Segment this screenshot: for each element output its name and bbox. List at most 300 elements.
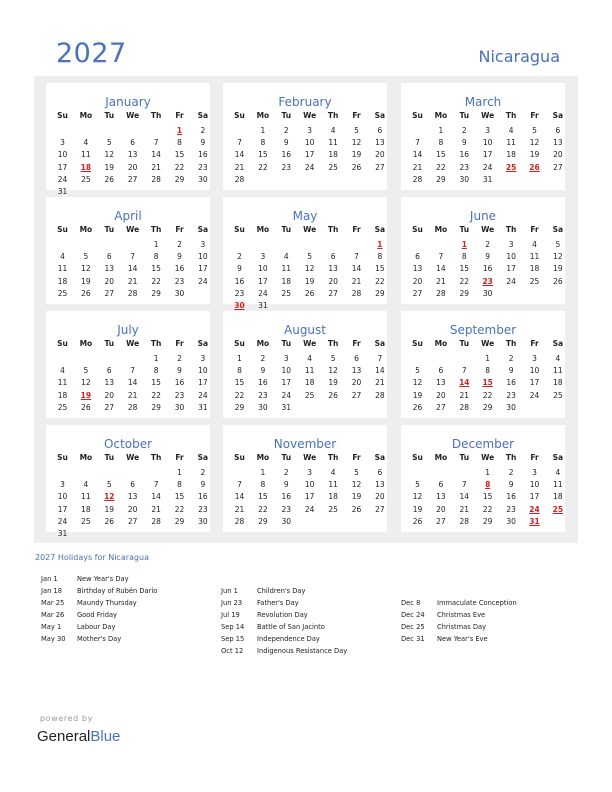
day-cell: 28 <box>127 402 138 412</box>
day-cell: 19 <box>304 276 315 286</box>
holiday-date: Mar 25 <box>41 598 65 607</box>
day-cell: 18 <box>328 150 338 160</box>
weekday-header: Th <box>505 225 517 234</box>
day-cell: 13 <box>436 378 446 388</box>
day-cell: 28 <box>234 174 245 184</box>
day-cell: 6 <box>106 366 112 376</box>
day-cell: 12 <box>412 378 423 388</box>
day-cell: 9 <box>508 480 514 490</box>
day-cell: 24 <box>258 288 268 298</box>
day-cell: 22 <box>459 276 470 286</box>
day-cell: 7 <box>237 138 242 148</box>
day-cell: 18 <box>281 276 292 286</box>
day-cell: 24 <box>482 162 493 172</box>
day-cell: 20 <box>436 504 446 514</box>
day-cell: 12 <box>529 138 540 148</box>
day-cell: 26 <box>412 402 423 412</box>
day-cell: 22 <box>482 504 493 514</box>
day-cell: 25 <box>281 288 292 298</box>
holiday-date: Jan 1 <box>41 575 58 583</box>
day-cell: 20 <box>412 276 423 286</box>
day-cell: 21 <box>459 390 470 400</box>
day-cell: 19 <box>104 162 115 172</box>
month-name: September <box>449 323 517 337</box>
day-cell: 5 <box>555 240 561 249</box>
day-cell: 21 <box>234 162 245 172</box>
day-cell: 17 <box>198 264 208 274</box>
day-cell: 5 <box>106 138 112 148</box>
month-march <box>401 83 565 190</box>
day-cell: 9 <box>283 480 289 490</box>
day-cell: 17 <box>198 378 208 388</box>
day-cell: 21 <box>151 162 161 172</box>
day-cell: 13 <box>351 366 362 376</box>
day-cell: 30 <box>198 174 208 184</box>
day-cell: 27 <box>375 504 385 514</box>
holiday-date: Mar 26 <box>41 610 65 619</box>
weekday-header: Mo <box>79 453 93 462</box>
holiday-date: Jun 1 <box>221 587 238 595</box>
weekday-header: Su <box>234 111 245 120</box>
day-cell: 23 <box>281 504 292 514</box>
day-cell: 8 <box>461 252 467 262</box>
day-cell: 21 <box>412 162 423 172</box>
day-cell: 2 <box>485 240 491 249</box>
day-cell: 7 <box>153 138 159 148</box>
holiday-name: Battle of San Jacinto <box>257 622 325 631</box>
holiday-date: Jul 19 <box>221 610 240 619</box>
day-cell: 27 <box>436 402 446 412</box>
day-cell: 8 <box>177 480 182 490</box>
day-cell: 1 <box>485 354 491 363</box>
day-cell: 3 <box>60 138 65 148</box>
day-cell: 29 <box>258 516 268 526</box>
day-cell: 20 <box>127 162 138 172</box>
day-cell: 29 <box>482 402 493 412</box>
day-cell: 5 <box>415 366 420 376</box>
day-cell: 7 <box>438 252 444 262</box>
day-cell: 11 <box>57 378 68 388</box>
holiday-date: Sep 14 <box>221 622 245 631</box>
holiday-name: Revolution Day <box>257 610 308 619</box>
day-cell: 29 <box>482 516 493 526</box>
day-cell: 28 <box>151 174 161 184</box>
day-cell: 4 <box>555 354 561 363</box>
day-cell: 3 <box>200 354 206 363</box>
day-cell: 10 <box>304 138 315 148</box>
day-cell: 2 <box>283 468 289 477</box>
day-cell: 15 <box>174 492 185 502</box>
holiday-name: Children's Day <box>257 587 306 595</box>
holiday-date: Dec 8 <box>401 599 421 607</box>
month-november <box>223 425 387 532</box>
day-cell: 8 <box>485 366 491 376</box>
day-cell: 13 <box>104 264 115 274</box>
day-cell: 13 <box>127 492 138 502</box>
day-cell: 28 <box>459 516 470 526</box>
day-cell: 10 <box>304 480 315 490</box>
day-cell: 30 <box>506 516 516 526</box>
day-cell: 6 <box>555 126 561 135</box>
weekday-header: Sa <box>197 111 209 120</box>
weekday-header: We <box>126 339 140 348</box>
day-cell: 8 <box>153 252 159 262</box>
weekday-header: Tu <box>104 339 115 348</box>
day-cell: 17 <box>482 150 493 160</box>
day-cell: 1 <box>153 240 159 249</box>
day-cell: 23 <box>174 276 185 286</box>
month-name: April <box>114 209 142 223</box>
day-cell: 19 <box>104 504 115 514</box>
day-cell: 20 <box>104 276 115 286</box>
day-cell: 27 <box>351 390 362 400</box>
day-cell: 10 <box>529 480 540 490</box>
month-name: March <box>464 95 502 109</box>
weekday-header: Tu <box>459 111 470 120</box>
day-cell: 14 <box>151 492 161 502</box>
day-cell: 30 <box>459 174 470 184</box>
weekday-header: Th <box>150 453 162 462</box>
day-cell: 18 <box>529 264 540 274</box>
day-cell: 29 <box>151 402 161 412</box>
weekday-header: Sa <box>552 339 564 348</box>
day-cell: 26 <box>328 390 338 400</box>
month-name: June <box>469 209 497 223</box>
day-cell: 27 <box>104 402 115 412</box>
day-cell: 30 <box>198 516 208 526</box>
day-cell: 1 <box>177 468 182 477</box>
day-cell: 3 <box>260 252 266 262</box>
weekday-header: Tu <box>459 339 470 348</box>
day-cell: 19 <box>328 378 338 388</box>
day-cell: 16 <box>174 378 185 388</box>
day-cell: 22 <box>436 162 446 172</box>
day-cell: 3 <box>532 354 537 363</box>
weekday-header: Th <box>327 453 339 462</box>
day-cell: 18 <box>328 492 338 502</box>
day-cell: 16 <box>281 492 292 502</box>
day-cell: 27 <box>553 162 563 172</box>
day-cell: 5 <box>354 468 359 477</box>
day-cell: 13 <box>553 138 563 148</box>
holiday-date: Dec 31 <box>401 634 425 643</box>
holiday-name: Mother's Day <box>77 634 122 643</box>
weekday-header: Su <box>412 339 423 348</box>
weekday-header: Su <box>412 225 423 234</box>
holiday-date: May 30 <box>41 634 66 643</box>
holiday-day-cell: 8 <box>485 480 491 490</box>
day-cell: 26 <box>81 288 91 298</box>
day-cell: 28 <box>351 288 362 298</box>
day-cell: 3 <box>307 126 313 135</box>
day-cell: 17 <box>258 276 268 286</box>
day-cell: 25 <box>57 402 68 412</box>
holiday-date: Oct 12 <box>221 646 244 655</box>
day-cell: 28 <box>151 516 161 526</box>
weekday-header: We <box>126 453 140 462</box>
day-cell: 10 <box>529 366 540 376</box>
day-cell: 18 <box>553 492 563 502</box>
day-cell: 11 <box>529 252 540 262</box>
day-cell: 27 <box>328 288 338 298</box>
holiday-day-cell: 15 <box>482 378 493 388</box>
day-cell: 23 <box>258 390 268 400</box>
day-cell: 31 <box>482 174 493 184</box>
day-cell: 4 <box>508 126 514 135</box>
day-cell: 24 <box>198 390 208 400</box>
holiday-day-cell: 1 <box>461 240 467 249</box>
day-cell: 16 <box>482 264 493 274</box>
day-cell: 13 <box>328 264 338 274</box>
day-cell: 30 <box>506 402 516 412</box>
weekday-header: Mo <box>256 111 270 120</box>
day-cell: 23 <box>506 390 516 400</box>
weekday-header: Su <box>412 111 423 120</box>
holiday-day-cell: 1 <box>176 126 183 135</box>
day-cell: 22 <box>375 276 385 286</box>
day-cell: 24 <box>529 390 540 400</box>
day-cell: 21 <box>127 276 138 286</box>
day-cell: 10 <box>258 264 268 274</box>
day-cell: 15 <box>151 264 161 274</box>
day-cell: 20 <box>104 390 115 400</box>
day-cell: 7 <box>354 252 359 262</box>
day-cell: 8 <box>377 252 383 262</box>
day-cell: 2 <box>260 354 266 363</box>
month-july <box>46 311 210 418</box>
weekday-header: Fr <box>530 339 539 348</box>
day-cell: 15 <box>436 150 446 160</box>
day-cell: 17 <box>57 162 68 172</box>
weekday-header: Th <box>505 339 517 348</box>
day-cell: 25 <box>328 162 338 172</box>
day-cell: 22 <box>151 276 161 286</box>
country-title: Nicaragua <box>478 47 560 66</box>
day-cell: 14 <box>459 492 470 502</box>
day-cell: 9 <box>461 138 467 148</box>
day-cell: 4 <box>283 252 289 262</box>
weekday-header: We <box>481 225 495 234</box>
day-cell: 20 <box>436 390 446 400</box>
month-february <box>223 83 387 190</box>
day-cell: 8 <box>260 480 266 490</box>
holiday-day-cell: 18 <box>80 162 92 172</box>
day-cell: 16 <box>174 264 185 274</box>
day-cell: 11 <box>506 138 516 148</box>
day-cell: 15 <box>258 492 268 502</box>
day-cell: 30 <box>281 516 292 526</box>
weekday-header: Sa <box>374 339 386 348</box>
day-cell: 7 <box>153 480 159 490</box>
weekday-header: Tu <box>281 339 292 348</box>
day-cell: 22 <box>258 162 268 172</box>
day-cell: 11 <box>81 150 91 160</box>
weekday-header: Tu <box>459 225 470 234</box>
weekday-header: Fr <box>175 111 184 120</box>
day-cell: 9 <box>200 138 206 148</box>
weekday-header: Mo <box>434 111 448 120</box>
weekday-header: Th <box>150 111 162 120</box>
weekday-header: Tu <box>459 453 470 462</box>
day-cell: 20 <box>351 378 362 388</box>
day-cell: 23 <box>198 504 208 514</box>
day-cell: 16 <box>234 276 245 286</box>
day-cell: 17 <box>304 492 315 502</box>
day-cell: 21 <box>351 276 362 286</box>
brand-blue-text: Blue <box>90 728 121 745</box>
weekday-header: Sa <box>552 453 564 462</box>
day-cell: 11 <box>281 264 292 274</box>
day-cell: 3 <box>283 354 289 363</box>
month-name: December <box>451 437 515 451</box>
weekday-header: Sa <box>374 111 386 120</box>
weekday-header: Th <box>327 111 339 120</box>
holiday-name: New Year's Eve <box>437 634 488 643</box>
weekday-header: We <box>481 111 495 120</box>
day-cell: 8 <box>438 138 444 148</box>
weekday-header: Su <box>234 453 245 462</box>
day-cell: 18 <box>304 378 315 388</box>
weekday-header: Tu <box>104 453 115 462</box>
day-cell: 31 <box>281 402 292 412</box>
holiday-day-cell: 12 <box>104 492 115 502</box>
day-cell: 31 <box>258 301 268 310</box>
holiday-name: Maundy Thursday <box>77 598 137 607</box>
day-cell: 22 <box>482 390 493 400</box>
holiday-day-cell: 30 <box>234 301 245 310</box>
day-cell: 15 <box>375 264 385 274</box>
day-cell: 14 <box>234 150 245 160</box>
day-cell: 25 <box>57 288 68 298</box>
day-cell: 2 <box>177 240 182 249</box>
day-cell: 12 <box>351 138 362 148</box>
day-cell: 13 <box>412 264 423 274</box>
day-cell: 24 <box>506 276 516 286</box>
calendar-panel <box>34 76 578 543</box>
month-name: January <box>105 95 151 109</box>
day-cell: 5 <box>330 354 336 363</box>
day-cell: 5 <box>532 126 537 135</box>
day-cell: 23 <box>174 390 185 400</box>
weekday-header: Su <box>234 339 245 348</box>
day-cell: 13 <box>127 150 138 160</box>
day-cell: 10 <box>506 252 516 262</box>
day-cell: 18 <box>81 504 91 514</box>
day-cell: 22 <box>234 390 245 400</box>
weekday-header: Sa <box>552 225 564 234</box>
generalblue-logo[interactable] <box>37 728 120 745</box>
day-cell: 3 <box>532 468 537 477</box>
weekday-header: Mo <box>79 339 93 348</box>
day-cell: 15 <box>258 150 268 160</box>
day-cell: 22 <box>151 390 161 400</box>
day-cell: 6 <box>438 480 444 490</box>
holiday-name: Father's Day <box>257 598 299 607</box>
weekday-header: Tu <box>281 225 292 234</box>
day-cell: 27 <box>127 516 138 526</box>
day-cell: 19 <box>553 264 563 274</box>
day-cell: 1 <box>485 468 491 477</box>
day-cell: 11 <box>328 138 338 148</box>
day-cell: 3 <box>307 468 313 477</box>
day-cell: 17 <box>529 378 540 388</box>
month-october <box>46 425 210 538</box>
day-cell: 16 <box>198 150 208 160</box>
holiday-date: Dec 25 <box>401 622 425 631</box>
day-cell: 15 <box>151 378 161 388</box>
weekday-header: Th <box>327 225 339 234</box>
day-cell: 17 <box>304 150 315 160</box>
day-cell: 26 <box>412 516 423 526</box>
day-cell: 28 <box>127 288 138 298</box>
weekday-header: Th <box>327 339 339 348</box>
day-cell: 28 <box>234 516 245 526</box>
weekday-header: Fr <box>352 111 361 120</box>
day-cell: 12 <box>351 480 362 490</box>
day-cell: 7 <box>377 354 383 363</box>
weekday-header: Fr <box>530 225 539 234</box>
day-cell: 4 <box>307 354 313 363</box>
day-cell: 15 <box>482 492 493 502</box>
brand-general-text: General <box>37 728 91 745</box>
day-cell: 4 <box>60 366 65 376</box>
day-cell: 10 <box>482 138 493 148</box>
weekday-header: We <box>126 111 140 120</box>
day-cell: 27 <box>436 516 446 526</box>
day-cell: 6 <box>377 468 383 477</box>
day-cell: 12 <box>328 366 338 376</box>
day-cell: 8 <box>260 138 266 148</box>
day-cell: 4 <box>330 126 336 135</box>
holiday-date: Jan 18 <box>41 586 62 595</box>
day-cell: 4 <box>60 252 65 262</box>
day-cell: 21 <box>459 504 470 514</box>
day-cell: 12 <box>553 252 563 262</box>
weekday-header: Sa <box>197 225 209 234</box>
day-cell: 17 <box>506 264 516 274</box>
weekday-header: Fr <box>352 225 361 234</box>
day-cell: 23 <box>198 162 208 172</box>
day-cell: 1 <box>438 126 444 135</box>
weekday-header: Su <box>234 225 245 234</box>
day-cell: 10 <box>57 492 68 502</box>
day-cell: 16 <box>258 378 268 388</box>
day-cell: 5 <box>83 366 89 376</box>
day-cell: 29 <box>151 288 161 298</box>
weekday-header: Fr <box>530 111 539 120</box>
day-cell: 7 <box>461 480 467 490</box>
day-cell: 22 <box>174 162 185 172</box>
day-cell: 17 <box>529 492 540 502</box>
day-cell: 21 <box>436 276 446 286</box>
day-cell: 7 <box>130 252 136 262</box>
holiday-day-cell: 26 <box>529 162 540 172</box>
day-cell: 20 <box>127 504 138 514</box>
weekday-header: Sa <box>197 453 209 462</box>
day-cell: 26 <box>351 504 362 514</box>
day-cell: 12 <box>81 264 91 274</box>
holiday-name: Christmas Eve <box>437 610 486 619</box>
day-cell: 16 <box>506 378 516 388</box>
holidays-heading: 2027 Holidays for Nicaragua <box>35 553 149 562</box>
month-name: November <box>273 437 337 451</box>
day-cell: 23 <box>281 162 292 172</box>
day-cell: 11 <box>328 480 338 490</box>
day-cell: 2 <box>461 126 467 135</box>
month-name: October <box>103 437 153 451</box>
holiday-day-cell: 25 <box>505 162 517 172</box>
day-cell: 24 <box>57 516 68 526</box>
